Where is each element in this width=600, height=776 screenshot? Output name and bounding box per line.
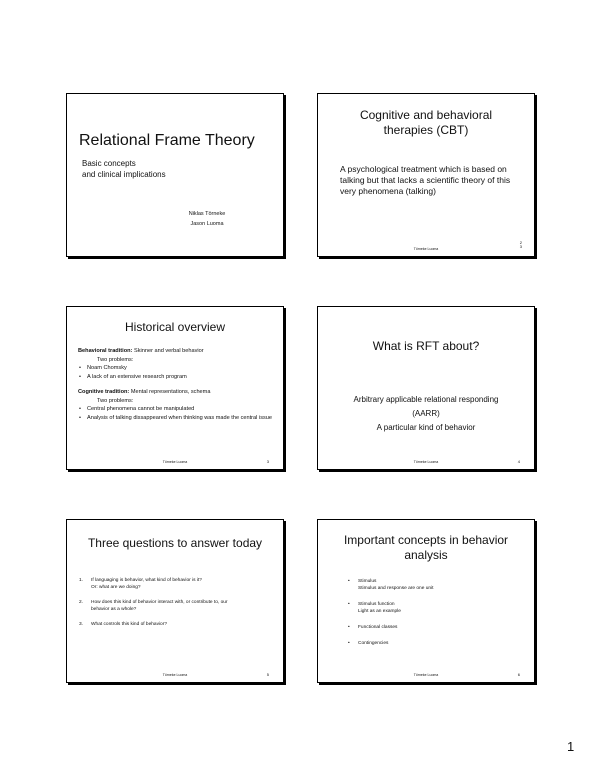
- slide-number-sub: 3: [519, 244, 522, 249]
- text: Mental representations, schema: [129, 389, 211, 395]
- list-item: [348, 601, 526, 615]
- question-item: [79, 577, 275, 591]
- title-line: therapies (CBT): [383, 123, 469, 137]
- slide-5: [66, 519, 284, 683]
- slide-body: [78, 347, 275, 422]
- text: Skinner and verbal behavior: [132, 348, 204, 354]
- slide-footer: Törneke Luoma: [413, 460, 439, 464]
- behavioral-tradition: [78, 347, 275, 356]
- title-line: Cognitive and behavioral: [359, 108, 493, 122]
- slide-title: What is RFT about?: [372, 339, 480, 353]
- page-number: 1: [567, 739, 575, 754]
- two-problems: Two problems:: [97, 397, 134, 404]
- slide-body: [328, 393, 524, 435]
- label: Cognitive tradition:: [78, 389, 130, 395]
- list-item: • Central phenomena cannot be manipulated: [87, 405, 275, 414]
- item-line: • Stimulus function: [358, 602, 395, 607]
- slide-subtitle: [82, 158, 166, 180]
- slide-footer: Törneke Luoma: [413, 247, 439, 251]
- slide-body: A psychological treatment which is based on talking but that lacks a scientific theory of this very phenomena (talking): [340, 164, 511, 196]
- slide-1: [66, 93, 284, 257]
- author: Niklas Törneke: [188, 211, 226, 217]
- subtitle-line: and clinical implications: [82, 170, 166, 179]
- slide-footer: Törneke Luoma: [162, 673, 188, 677]
- slide-footer: Törneke Luoma: [413, 673, 439, 677]
- list-item: • A lack of an extensive research program: [87, 373, 275, 382]
- list-item: [348, 624, 526, 631]
- slide-title: Three questions to answer today: [87, 536, 263, 550]
- slide-6: [317, 519, 535, 683]
- body-line: A particular kind of behavior: [376, 423, 476, 432]
- question-number: 2.: [79, 600, 84, 605]
- question-line: If languaging is behavior, what kind of behavior is it?: [91, 578, 202, 583]
- author: Jason Luoma: [190, 221, 224, 227]
- question-line: How does this kind of behavior interact with, or contribute to, our: [91, 600, 228, 605]
- question-number: 1.: [79, 578, 84, 583]
- slide-title: Relational Frame Theory: [79, 132, 255, 149]
- slide-number: 6: [517, 672, 520, 677]
- slide-number-main: 2: [519, 240, 522, 245]
- body-line: Arbitrary applicable relational responding: [353, 395, 499, 404]
- cognitive-tradition: [78, 388, 275, 397]
- title-line: Important concepts in behavior: [343, 533, 509, 547]
- slide-number: [520, 241, 522, 249]
- label: Behavioral tradition:: [78, 348, 133, 354]
- slide-title: [324, 533, 528, 563]
- slide-number: 5: [266, 672, 269, 677]
- item-line: • Stimulus: [358, 579, 377, 584]
- question-item: [79, 621, 275, 628]
- list-item: • Analysis of talking dissappeared when thinking was made the central issue: [87, 414, 275, 423]
- list-item: • Noam Chomsky: [87, 364, 275, 373]
- slide-body: [348, 578, 526, 656]
- item-line: Stimulus and response are one unit: [358, 586, 434, 591]
- item-line: Light as an example: [358, 609, 401, 614]
- slide-number: 4: [517, 459, 520, 464]
- list-item: [348, 578, 526, 592]
- question-number: 3.: [79, 622, 84, 627]
- slide-4: [317, 306, 535, 470]
- two-problems: Two problems:: [97, 356, 134, 363]
- item-line: • Functional classes: [358, 625, 398, 630]
- slide-title: Historical overview: [124, 320, 226, 334]
- slide-2: [317, 93, 535, 257]
- slide-footer: Törneke Luoma: [162, 460, 188, 464]
- subtitle-line: Basic concepts: [82, 159, 136, 168]
- question-line: What controls this kind of behavior?: [91, 622, 167, 627]
- list-item: [348, 640, 526, 647]
- authors: [167, 209, 247, 229]
- question-line: behavior as a whole?: [91, 607, 137, 612]
- slide-title: [324, 108, 528, 138]
- title-line: analysis: [404, 548, 448, 562]
- slide-body: [79, 577, 275, 636]
- body-line: (AARR): [412, 409, 440, 418]
- bt-list: [78, 364, 275, 381]
- item-line: • Contingencies: [358, 641, 389, 646]
- slide-number: 3: [266, 459, 269, 464]
- question-line: Or: what are we doing?: [91, 585, 141, 590]
- slide-3: [66, 306, 284, 470]
- ct-list: [78, 405, 275, 422]
- question-item: [79, 599, 275, 613]
